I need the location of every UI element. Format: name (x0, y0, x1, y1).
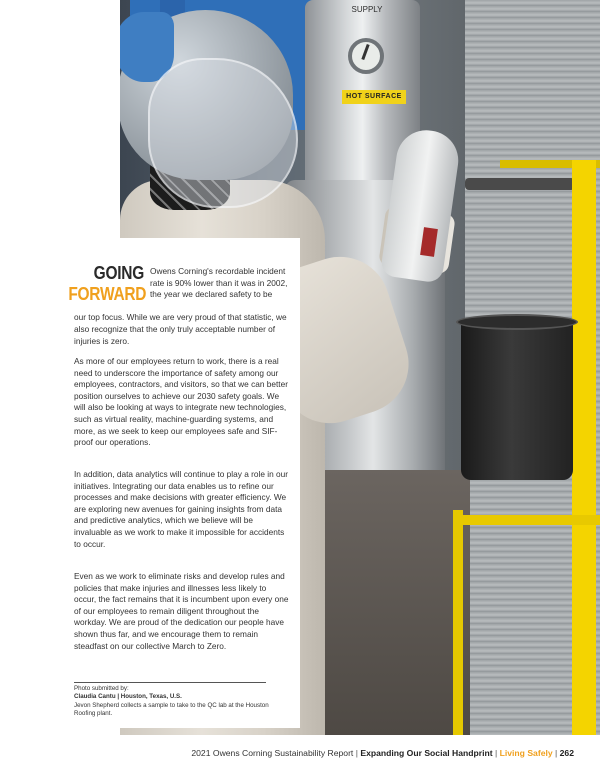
footer-report-title: 2021 Owens Corning Sustainability Report (191, 748, 354, 758)
credit-divider (74, 682, 266, 683)
valve-rod (465, 178, 575, 190)
paragraph-4: Even as we work to eliminate risks and develop rules and policies that make injuries and illnesses less likely to occur, the fact remains that it is incumbent upon every one of our employees to remain diligent throughout the workday. We are proud of the dedication our people have shown thus far, and we encourage them to remain steadfast on our collective March to Zero. (74, 571, 289, 651)
paragraph-2: As more of our employees return to work, there is a real need to underscore the importance of safety among our employees, contractors, and visitors, so that we can better position ourselves to achieve our 2030 safety goals. We will also be looking at ways to integrate new technologies, such as virtual reality, machine-guarding systems, and more, as we seek to keep our employees safe and SIF-proof our operations. (74, 356, 288, 448)
black-bucket (461, 320, 573, 480)
heading-line-1: GOING (93, 263, 144, 283)
credit-name: Claudia Cantu (74, 693, 116, 701)
page-number: 262 (559, 748, 574, 758)
credit-byline (74, 693, 274, 701)
footer-separator-1: | (353, 748, 361, 758)
yellow-rail (460, 515, 600, 525)
article-panel (0, 238, 300, 728)
credit-label: Photo submitted by: (74, 685, 129, 692)
page-footer (0, 748, 574, 758)
credit-separator: | (115, 693, 121, 701)
footer-section: Expanding Our Social Handprint (360, 748, 493, 758)
paragraph-3: In addition, data analytics will continue to play a role in our initiatives. Integrating our data enables us to refine our processes and make decisions with greater efficiency. We are exploring new avenues for gaining insights from data and predictive analytics, which we believe will be invaluable as we work to make it impossible for accidents to occur. (74, 469, 289, 549)
footer-separator-2: | (492, 748, 500, 758)
yellow-post-small (453, 510, 463, 735)
supply-label: SUPPLY (351, 5, 383, 14)
footer-subsection: Living Safely (499, 748, 553, 758)
intro-paragraph-rest: our top focus. While we are very proud of that statistic, we also recognize that the only truly acceptable number of injuries is zero. (74, 312, 287, 346)
bucket-rim (456, 314, 578, 330)
photo-credit (74, 685, 274, 719)
credit-caption: Jevon Shepherd collects a sample to take to the QC lab at the Houston Roofing plant. (74, 701, 269, 718)
section-heading (68, 263, 147, 305)
intro-paragraph-top: Owens Corning's recordable incident rate is 90% lower than it was in 2002, the year we declared safety to be (150, 266, 288, 300)
footer-separator-3: | (552, 748, 560, 758)
heading-line-2: FORWARD (68, 284, 147, 304)
hot-surface-tape: HOT SURFACE (342, 90, 406, 104)
yellow-post (572, 160, 596, 735)
credit-location: Houston, Texas, U.S. (120, 693, 182, 701)
floor-area (300, 470, 470, 735)
